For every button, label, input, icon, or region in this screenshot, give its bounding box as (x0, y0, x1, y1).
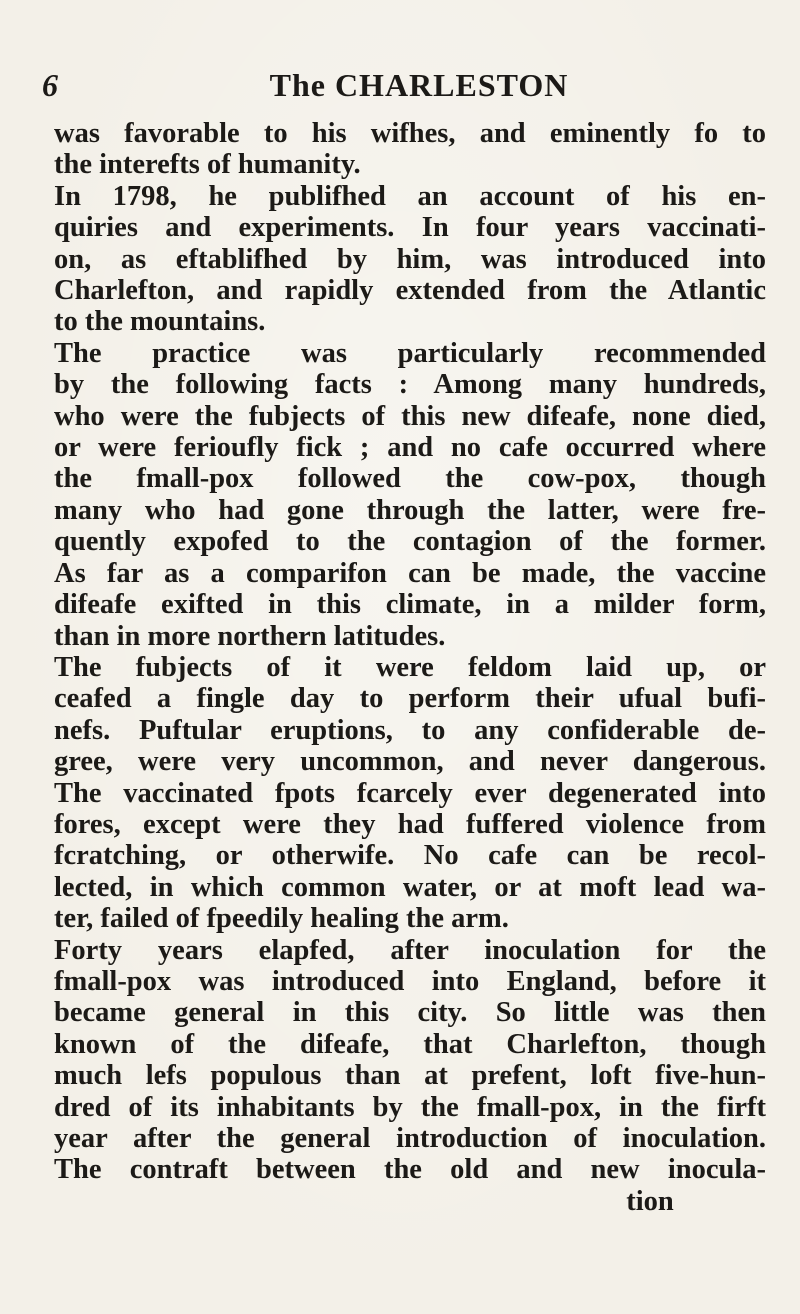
text-line: quently expofed to the contagion of the former. (54, 526, 766, 558)
text-line: to the mountains. (54, 306, 266, 338)
text-line: ceafed a fingle day to perform their ufual bufi- (54, 683, 766, 715)
text-line: lected, in which common water, or at moft lead wa- (54, 871, 766, 903)
catchword: tion (626, 1185, 674, 1217)
text-line: became general in this city. So little was then (54, 997, 766, 1029)
text-line: was favorable to his wifhes, and eminently fo to (54, 118, 766, 149)
text-line: quiries and experiments. In four years vaccinati- (54, 212, 766, 244)
text-line: who were the fubjects of this new difeafe, none died, (54, 400, 766, 432)
text-line: by the following facts : Among many hundreds, (54, 369, 766, 401)
text-line: nefs. Puftular eruptions, to any confiderable de- (54, 714, 766, 746)
text-line: As far as a comparifon can be made, the vaccine (54, 557, 766, 589)
text-line: known of the difeafe, that Charlefton, though (54, 1028, 766, 1060)
text-line: many who had gone through the latter, were fre- (54, 494, 766, 526)
text-line: The fubjects of it were feldom laid up, or (54, 651, 766, 683)
text-line: fmall-pox was introduced into England, before it (54, 965, 766, 997)
text-line: on, as eftablifhed by him, was introduced into (54, 243, 766, 275)
text-line: year after the general introduction of inoculation. (54, 1123, 766, 1154)
text-line: fores, except were they had fuffered violence from (54, 808, 766, 840)
text-line: much lefs populous than at prefent, loft five-hun- (54, 1060, 766, 1092)
text-line: than in more northern latitudes. (54, 620, 446, 652)
text-line: the interefts of humanity. (54, 149, 361, 181)
text-line: The vaccinated fpots fcarcely ever degenerated into (54, 777, 766, 809)
page-number: 6 (42, 67, 58, 103)
text-line: The practice was particularly recommended (54, 337, 766, 369)
text-line: The contraft between the old and new inocula- (54, 1154, 766, 1186)
text-line: dred of its inhabitants by the fmall-pox, in the firft (54, 1091, 766, 1123)
text-line: ter, failed of fpeedily healing the arm. (54, 903, 509, 935)
text-line: Charlefton, and rapidly extended from the Atlantic (54, 275, 766, 307)
text-line: fcratching, or otherwife. No cafe can be recol- (54, 840, 766, 872)
running-title: The CHARLESTON (269, 67, 569, 103)
text-line: In 1798, he publifhed an account of his en- (54, 180, 766, 212)
text-line: difeafe exifted in this climate, in a milder form, (54, 589, 766, 621)
text-line: or were ferioufly fick ; and no cafe occurred where (54, 432, 766, 464)
text-line: the fmall-pox followed the cow-pox, though (54, 463, 766, 495)
text-line: Forty years elapfed, after inoculation for the (54, 934, 766, 966)
running-head (32, 62, 766, 108)
text-line: gree, were very uncommon, and never dangerous. (54, 746, 766, 778)
body-text (32, 118, 766, 1217)
